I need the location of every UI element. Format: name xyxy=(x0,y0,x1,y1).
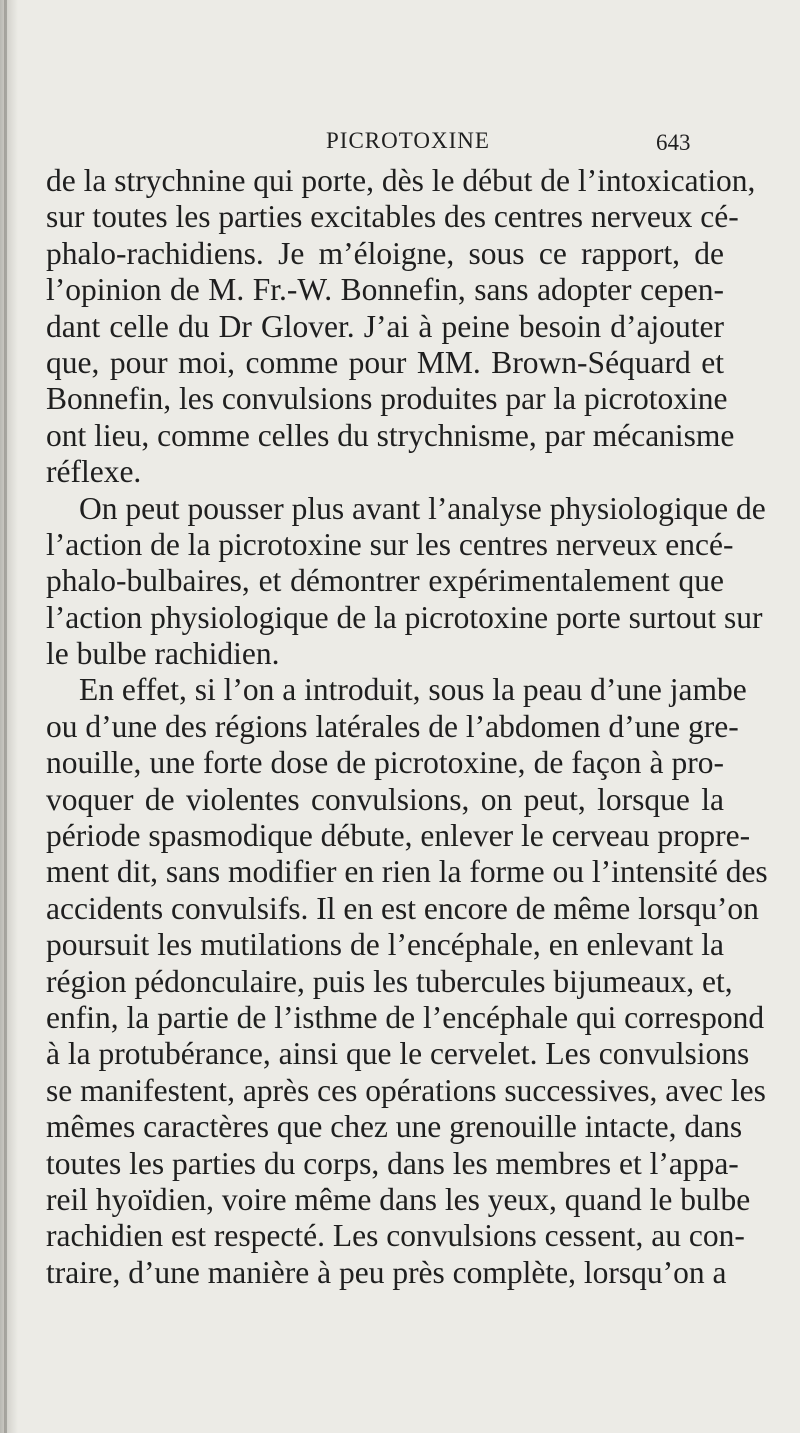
text-line: à la protubérance, ainsi que le cervelet. Les convulsions xyxy=(46,1036,750,1072)
running-head: PICROTOXINE xyxy=(326,128,490,153)
text-line: voquer de violentes convulsions, on peut, lorsque la xyxy=(46,781,724,817)
text-line: On peut pousser plus avant l’analyse physiologique de xyxy=(79,490,766,526)
text-line: période spasmodique débute, enlever le cerveau propre- xyxy=(46,818,751,854)
body-text xyxy=(46,163,768,1291)
paragraph-3 xyxy=(46,672,768,1291)
text-line: accidents convulsifs. Il en est encore de même lorsqu’on xyxy=(46,890,759,926)
text-line: l’action physiologique de la picrotoxine porte surtout sur xyxy=(46,599,763,635)
text-line: reil hyoïdien, voire même dans les yeux, quand le bulbe xyxy=(46,1181,751,1217)
text-line: phalo-bulbaires, et démontrer expérimentalement que xyxy=(46,563,724,599)
text-line: ment dit, sans modifier en rien la forme ou l’intensité des xyxy=(46,854,768,890)
text-line: En effet, si l’on a introduit, sous la peau d’une jambe xyxy=(79,672,747,708)
text-line: dant celle du Dr Glover. J’ai à peine besoin d’ajouter xyxy=(46,308,724,344)
text-line: l’opinion de M. Fr.-W. Bonnefin, sans adopter cepen- xyxy=(46,272,724,308)
text-line: toutes les parties du corps, dans les membres et l’appa- xyxy=(46,1145,739,1181)
text-line: Bonnefin, les convulsions produites par la picrotoxine xyxy=(46,381,728,417)
text-line: ont lieu, comme celles du strychnisme, par mécanisme xyxy=(46,417,735,453)
text-line: de la strychnine qui porte, dès le début de l’intoxication, xyxy=(46,163,756,198)
text-line: région pédonculaire, puis les tubercules bijumeaux, et, xyxy=(46,963,733,999)
text-line: enfin, la partie de l’isthme de l’encéphale qui correspond xyxy=(46,999,765,1035)
text-line: traire, d’une manière à peu près complète, lorsqu’on a xyxy=(46,1254,727,1290)
text-line: mêmes caractères que chez une grenouille intacte, dans xyxy=(46,1109,743,1145)
text-line: se manifestent, après ces opérations successives, avec les xyxy=(46,1072,766,1108)
text-line: que, pour moi, comme pour MM. Brown-Séquard et xyxy=(46,344,724,380)
text-line: poursuit les mutilations de l’encéphale, en enlevant la xyxy=(46,927,724,963)
text-line: ou d’une des régions latérales de l’abdomen d’une gre- xyxy=(46,708,739,744)
paragraph-1 xyxy=(46,163,756,491)
text-line: l’action de la picrotoxine sur les centres nerveux encé- xyxy=(46,526,734,562)
text-line: réflexe. xyxy=(46,454,142,490)
text-line: phalo-rachidiens. Je m’éloigne, sous ce rapport, de xyxy=(46,235,724,271)
text-line: nouille, une forte dose de picrotoxine, de façon à pro- xyxy=(46,745,724,781)
text-line: sur toutes les parties excitables des centres nerveux cé- xyxy=(46,199,739,235)
text-line: rachidien est respecté. Les convulsions cessent, au con- xyxy=(46,1218,745,1254)
page-number: 643 xyxy=(656,130,691,155)
paragraph-2 xyxy=(46,490,766,673)
text-line: le bulbe rachidien. xyxy=(46,636,280,672)
